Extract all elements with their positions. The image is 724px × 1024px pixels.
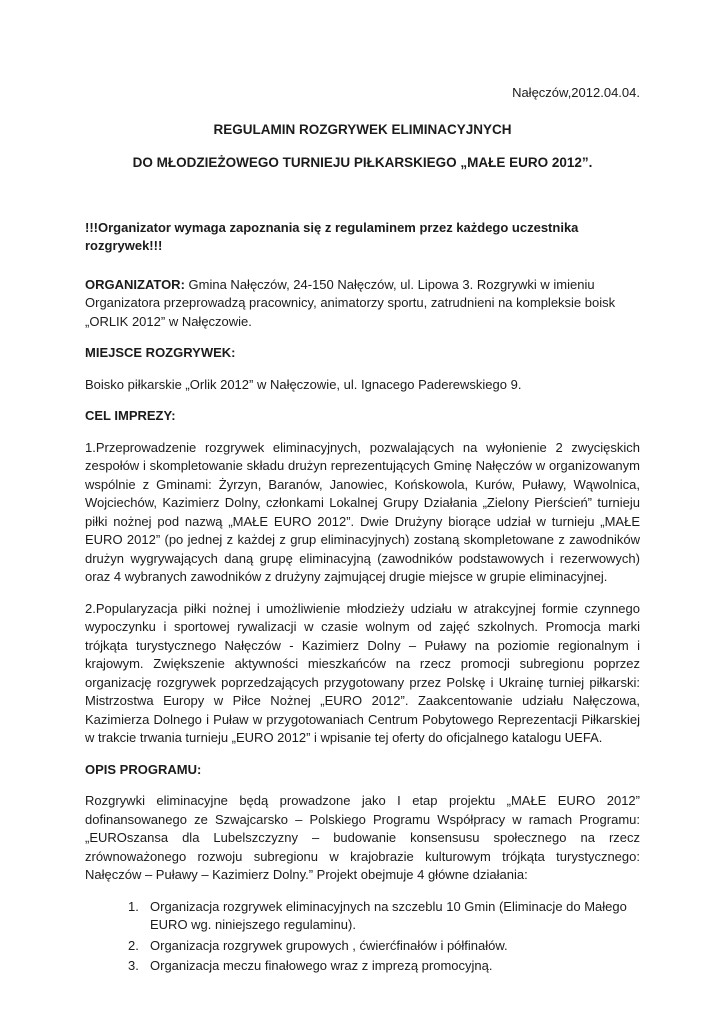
goal-paragraph-2: 2.Popularyzacja piłki nożnej i umożliwienie młodzieży udziału w atrakcyjnej formie czynnego wypoczynku i sportowej rywalizacji w czasie wolnym od zajęć szkolnych. Promocja marki trójkąta turystycznego Nałęczów - Kazimierz Dolny – Puławy na poziomie regionalnym i krajowym. Zwiększenie aktywności mieszkańców na rzecz promocji subregionu poprzez organizację rozgrywek poprzedzających przygotowany przez Polskę i Ukrainę turniej piłkarski: Mistrzostwa Europy w Piłce Nożnej „EURO 2012”. Zaakcentowanie udziału Nałęczowa, Kazimierza Dolnego i Puław w przygotowaniach Centrum Pobytowego Reprezentacji Piłkarskiej w trakcie trwania turnieju „EURO 2012” i wpisanie tej oferty do oficjalnego katalogu UEFA. — [85, 600, 640, 745]
venue-text: Boisko piłkarskie „Orlik 2012” w Nałęczowie, ul. Ignacego Paderewskiego 9. — [85, 376, 522, 392]
document-date: Nałęczów,2012.04.04. — [512, 85, 640, 100]
program-list-item — [128, 937, 640, 956]
goal-paragraph-1: 1.Przeprowadzenie rozgrywek eliminacyjnych, pozwalających na wyłonienie 2 zwycięskich zespołów i skompletowanie składu drużyn reprezentujących Gminę Nałęczów w organizowanym wspólnie z Gminami: Żyrzyn, Baranów, Janowiec, Końskowola, Kurów, Puławy, Wąwolnica, Wojciechów, Kazimierz Dolny, członkami Lokalnej Grupy Działania „Zielony Pierścień” turnieju piłki nożnej pod nazwą „MAŁE EURO 2012”. Dwie Drużyny biorące udział w turnieju „MAŁE EURO 2012” (po jednej z każdej z grup eliminacyjnych) zostaną skompletowane z zawodników drużyn wygrywających daną grupę eliminacyjną (zawodników podstawowych i rezerwowych) oraz 4 wybranych zawodników z drużyny zajmującej drugie miejsce w grupie eliminacyjnej. — [85, 439, 640, 584]
program-item-number: 3. — [128, 958, 139, 973]
organizer-paragraph — [85, 276, 640, 332]
venue-heading: MIEJSCE ROZGRYWEK: — [85, 345, 236, 360]
program-heading: OPIS PROGRAMU: — [85, 761, 202, 777]
organizer-notice: !!!Organizator wymaga zapoznania się z regulaminem przez każdego uczestnika rozgrywek!!! — [85, 219, 579, 253]
program-item-number: 1. — [128, 898, 139, 914]
organizer-label: ORGANIZATOR: — [85, 276, 185, 292]
goals-heading: CEL IMPREZY: — [85, 408, 176, 423]
program-list-item — [128, 957, 640, 976]
document-title-line2: DO MŁODZIEŻOWEGO TURNIEJU PIŁKARSKIEGO „MAŁE EURO 2012”. — [132, 155, 593, 170]
program-item-number: 2. — [128, 937, 139, 953]
program-item-text: Organizacja rozgrywek grupowych , ćwierćfinałów i półfinałów. — [150, 937, 508, 953]
document-title-line1: REGULAMIN ROZGRYWEK ELIMINACYJNYCH — [213, 121, 512, 137]
program-item-text: Organizacja meczu finałowego wraz z imprezą promocyjną. — [150, 958, 493, 973]
organizer-text: Gmina Nałęczów, 24-150 Nałęczów, ul. Lipowa 3. Rozgrywki w imieniu Organizatora przeprowadzą pracownicy, animatorzy sportu, zatrudnieni na kompleksie boisk „ORLIK 2012” w Nałęczowie. — [85, 276, 616, 329]
program-list — [85, 898, 640, 976]
program-item-text: Organizacja rozgrywek eliminacyjnych na szczeblu 10 Gmin (Eliminacje do Małego EURO wg. niniejszego regulaminu). — [150, 898, 627, 932]
program-list-item — [128, 898, 640, 935]
program-intro: Rozgrywki eliminacyjne będą prowadzone jako I etap projektu „MAŁE EURO 2012” dofinansowanego ze Szwajcarsko – Polskiego Programu Współpracy w ramach Programu: „EUROszansa dla Lubelszczyzny – budowanie konsensusu społecznego na rzecz zrównoważonego rozwoju subregionu w krajobrazie kulturowym trójkąta turystycznego: Nałęczów – Puławy – Kazimierz Dolny.” Projekt obejmuje 4 główne działania: — [85, 793, 640, 882]
